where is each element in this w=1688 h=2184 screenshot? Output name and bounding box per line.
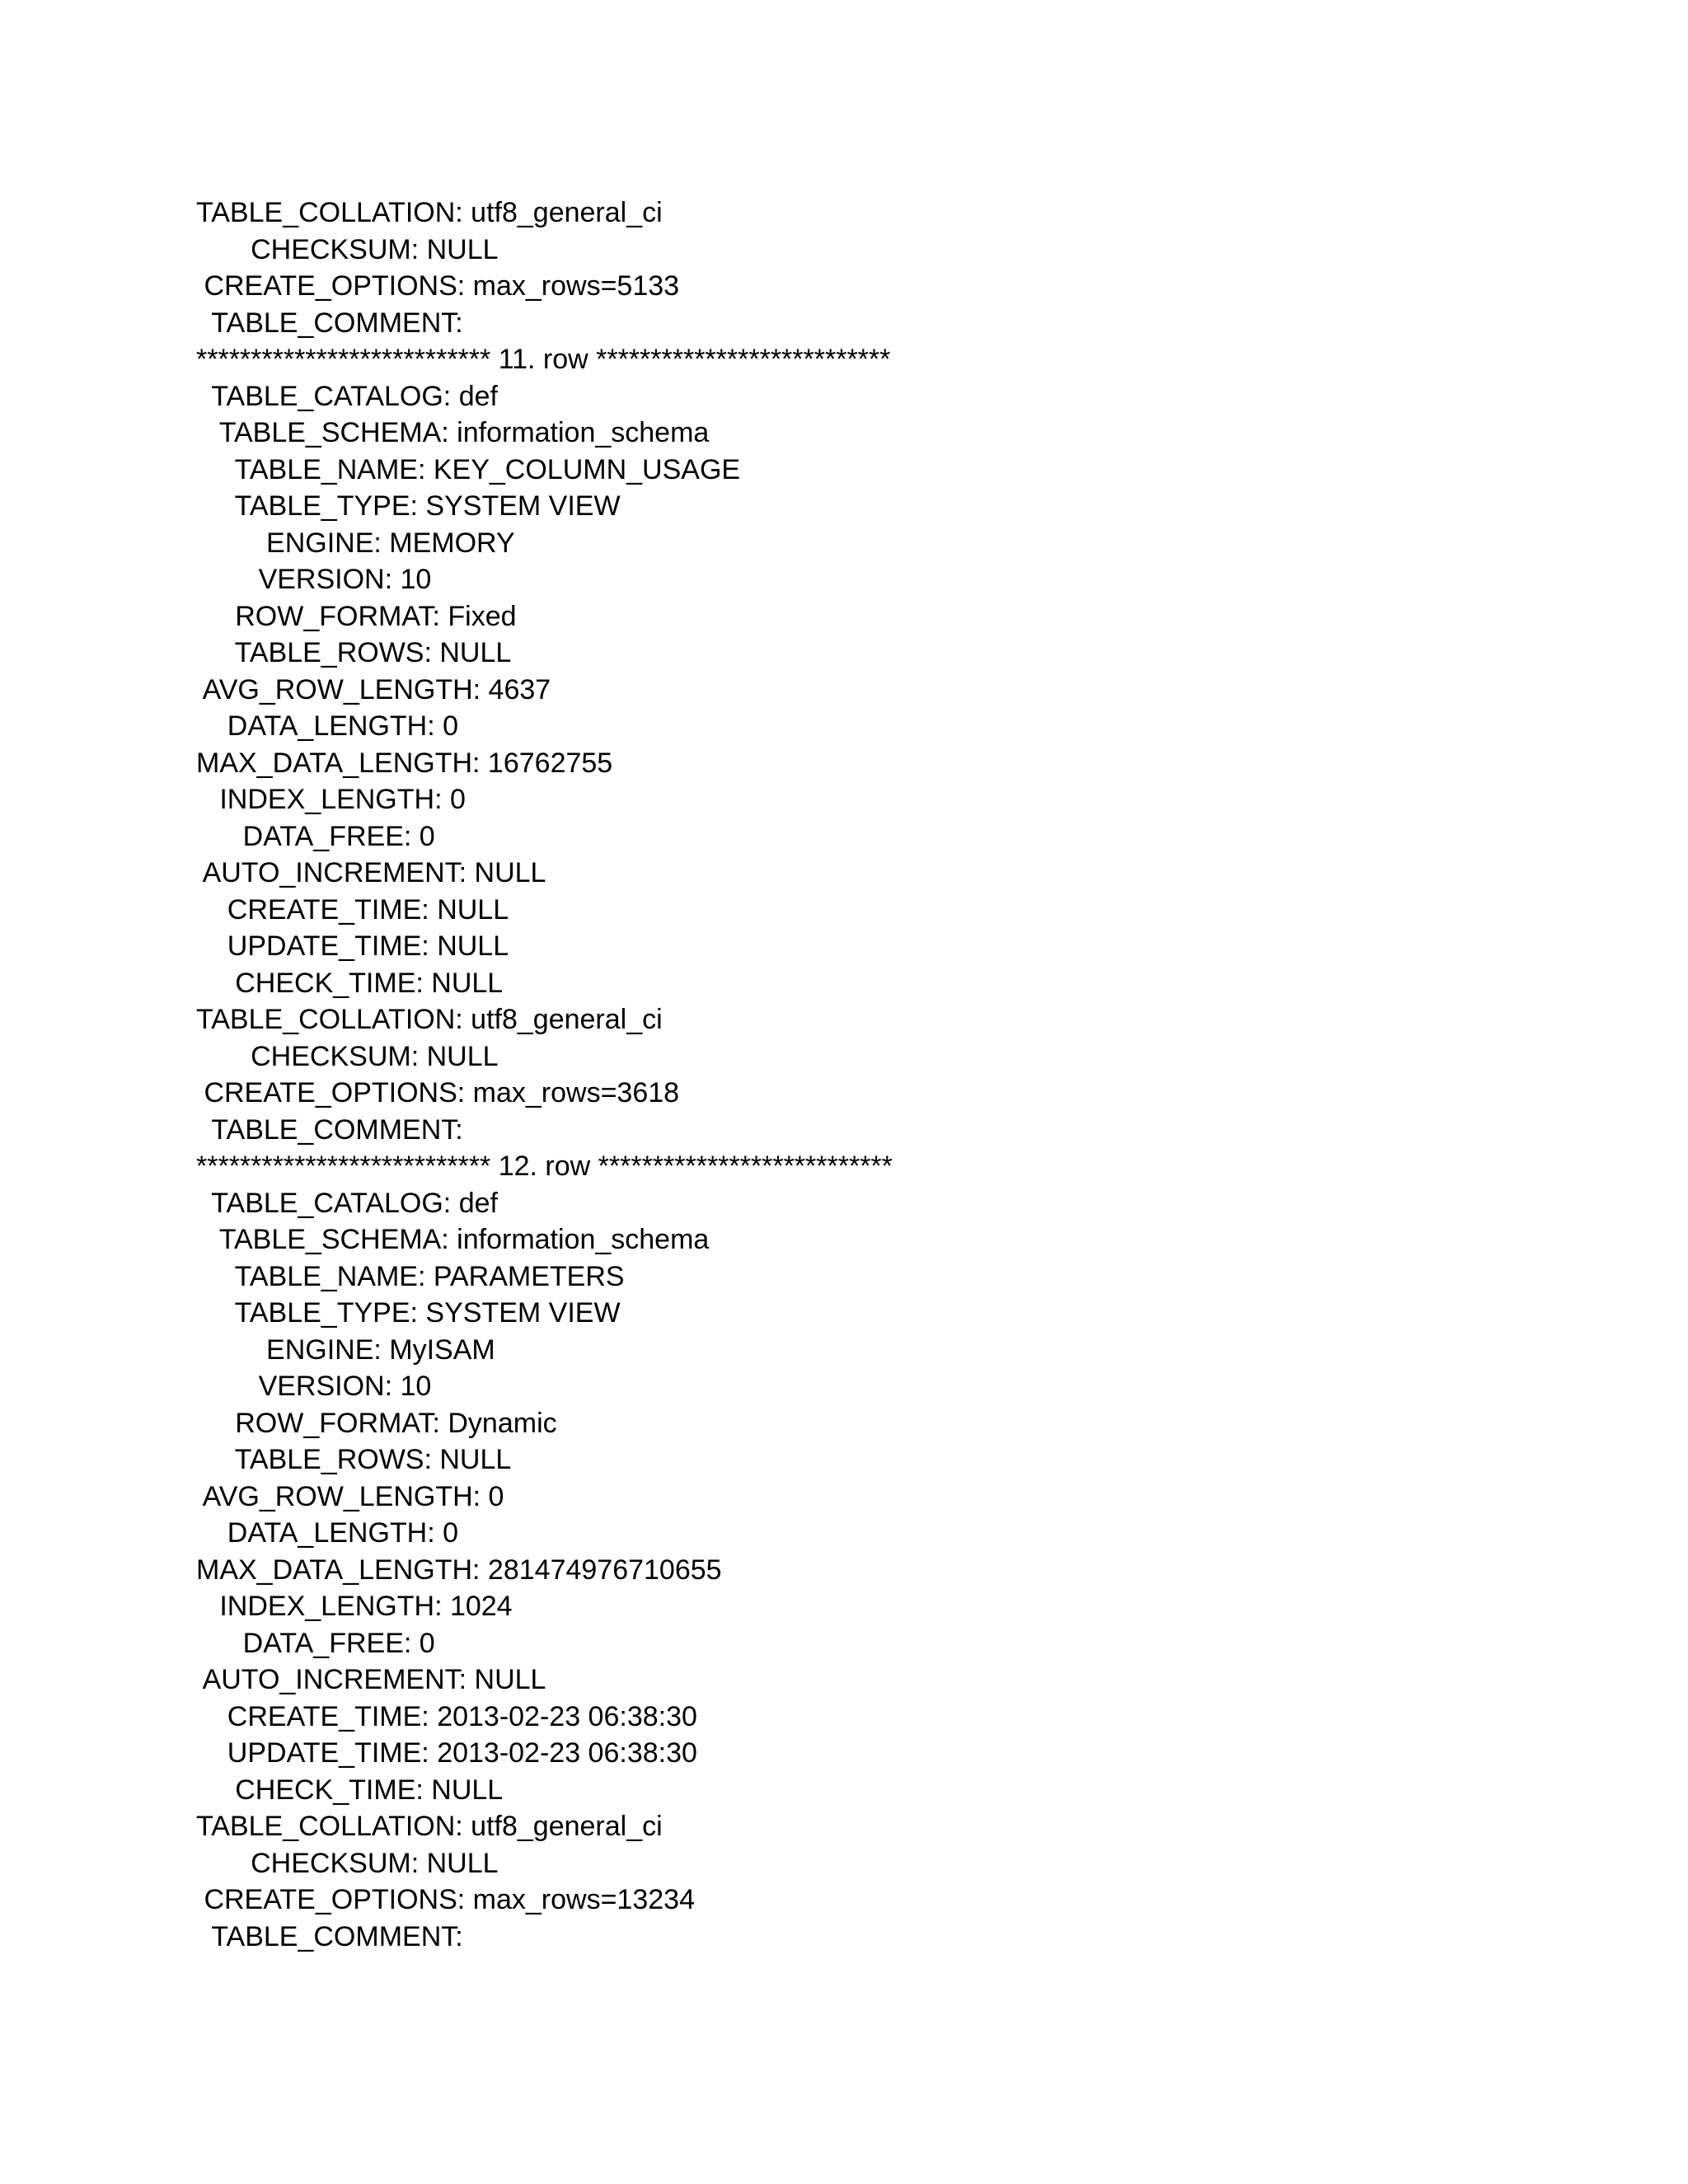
text-line: TABLE_COMMENT: <box>196 1113 463 1146</box>
text-line: CHECKSUM: NULL <box>196 1847 499 1879</box>
text-line: TABLE_COLLATION: utf8_general_ci <box>196 197 663 228</box>
text-line: AUTO_INCREMENT: NULL <box>196 1664 546 1695</box>
text-line: ROW_FORMAT: Dynamic <box>196 1407 557 1439</box>
text-line: DATA_FREE: 0 <box>196 1627 435 1659</box>
text-line: TABLE_COLLATION: utf8_general_ci <box>196 1004 663 1035</box>
text-line: TABLE_NAME: PARAMETERS <box>196 1260 625 1292</box>
text-line: CREATE_TIME: NULL <box>196 893 509 926</box>
document-body <box>196 194 1597 1955</box>
text-line: AVG_ROW_LENGTH: 0 <box>196 1480 504 1512</box>
text-line: MAX_DATA_LENGTH: 281474976710655 <box>196 1554 722 1586</box>
text-line: TABLE_COMMENT: <box>196 307 463 339</box>
text-line: CHECKSUM: NULL <box>196 1040 499 1072</box>
text-line: CREATE_OPTIONS: max_rows=13234 <box>196 1884 695 1915</box>
text-line: INDEX_LENGTH: 1024 <box>196 1591 513 1622</box>
text-line: UPDATE_TIME: NULL <box>196 930 509 962</box>
text-line: TABLE_CATALOG: def <box>196 380 498 412</box>
text-line: CREATE_OPTIONS: max_rows=3618 <box>196 1077 680 1108</box>
text-line: CHECK_TIME: NULL <box>196 967 504 999</box>
text-line: TABLE_NAME: KEY_COLUMN_USAGE <box>196 453 741 485</box>
text-line: TABLE_CATALOG: def <box>196 1187 498 1219</box>
text-line: TABLE_TYPE: SYSTEM VIEW <box>196 1297 621 1329</box>
text-line: AUTO_INCREMENT: NULL <box>196 857 546 888</box>
text-line: ENGINE: MEMORY <box>196 527 515 559</box>
text-line: TABLE_COLLATION: utf8_general_ci <box>196 1811 663 1842</box>
text-line: TABLE_TYPE: SYSTEM VIEW <box>196 490 621 522</box>
text-line: TABLE_SCHEMA: information_schema <box>196 1224 710 1255</box>
text-line: CREATE_TIME: 2013-02-23 06:38:30 <box>196 1700 697 1732</box>
text-line: CHECKSUM: NULL <box>196 233 499 265</box>
text-line: DATA_LENGTH: 0 <box>196 1517 459 1549</box>
text-line: TABLE_ROWS: NULL <box>196 1444 512 1475</box>
text-line: DATA_FREE: 0 <box>196 820 435 852</box>
text-line: ROW_FORMAT: Fixed <box>196 600 517 632</box>
text-line: UPDATE_TIME: 2013-02-23 06:38:30 <box>196 1737 697 1769</box>
text-line: CHECK_TIME: NULL <box>196 1774 504 1806</box>
text-line: VERSION: 10 <box>196 564 432 595</box>
text-line: TABLE_ROWS: NULL <box>196 637 512 668</box>
text-line: *************************** 12. row *************************** <box>196 1151 893 1182</box>
text-line: ENGINE: MyISAM <box>196 1333 495 1366</box>
text-line: AVG_ROW_LENGTH: 4637 <box>196 673 551 705</box>
text-line: DATA_LENGTH: 0 <box>196 710 459 742</box>
text-line: INDEX_LENGTH: 0 <box>196 784 466 815</box>
text-line: *************************** 11. row *************************** <box>196 344 891 375</box>
text-line: TABLE_SCHEMA: information_schema <box>196 417 710 448</box>
text-line: MAX_DATA_LENGTH: 16762755 <box>196 747 613 779</box>
text-line: CREATE_OPTIONS: max_rows=5133 <box>196 270 680 302</box>
text-line: VERSION: 10 <box>196 1371 432 1402</box>
text-line: TABLE_COMMENT: <box>196 1920 463 1952</box>
